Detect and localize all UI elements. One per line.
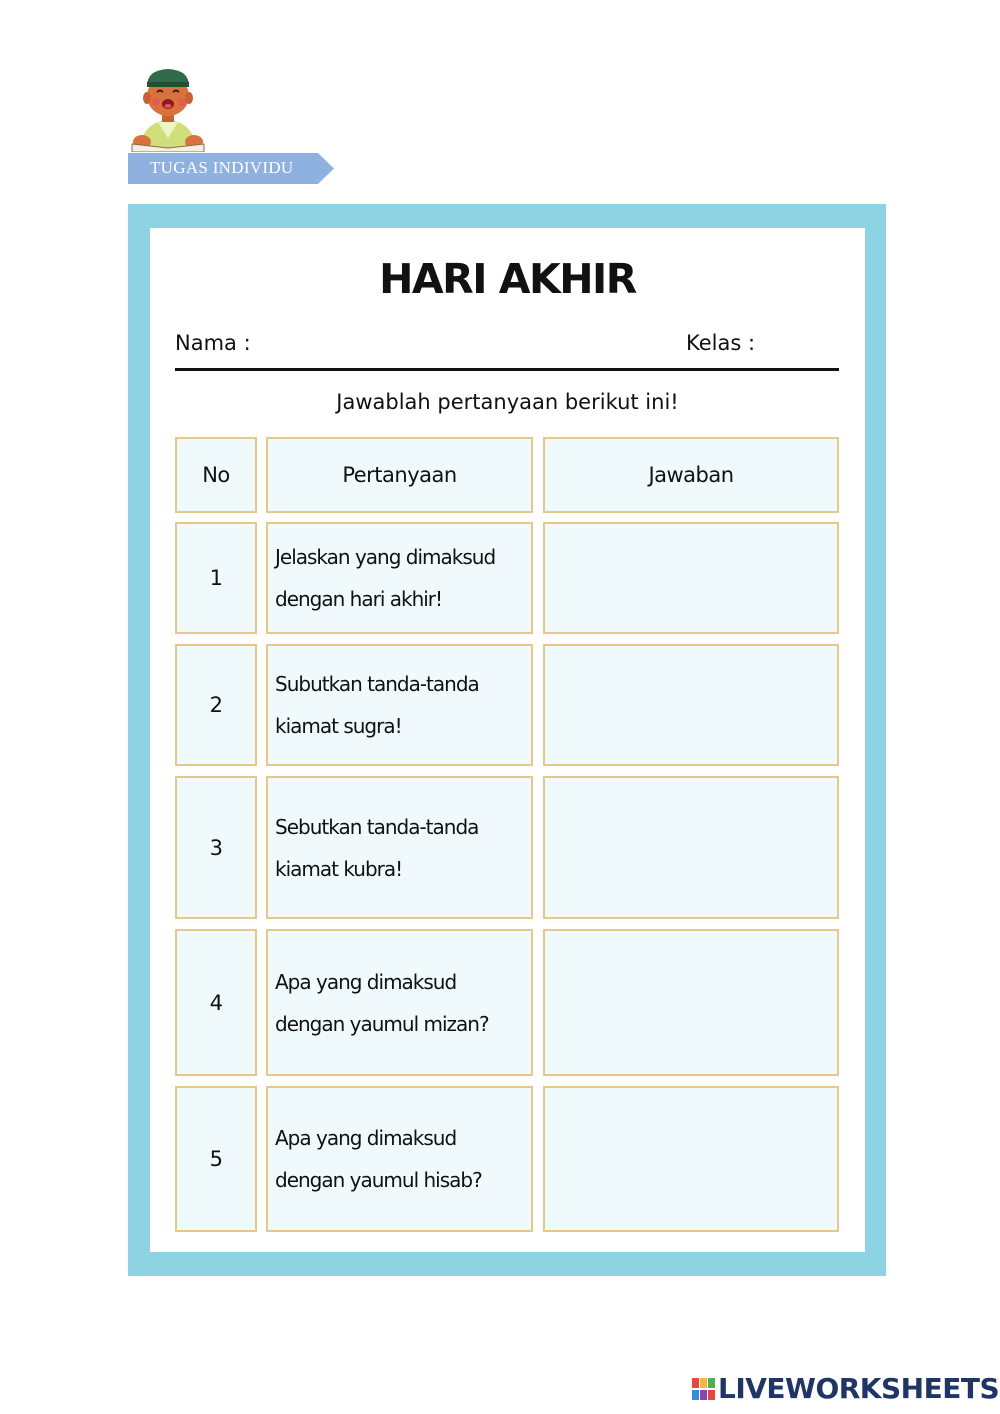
liveworksheets-logo-text[interactable]: LIVEWORKSHEETS: [718, 1372, 1000, 1405]
badge-label: TUGAS INDIVIDU: [150, 158, 294, 177]
boy-reading-illustration: [128, 64, 208, 152]
answer-field[interactable]: [543, 1086, 839, 1232]
question-text: Sebutkan tanda-tanda kiamat kubra!: [266, 776, 533, 919]
question-text: Jelaskan yang dimaksud dengan hari akhir!: [266, 522, 533, 634]
answer-field[interactable]: [543, 929, 839, 1076]
question-text: Apa yang dimaksud dengan yaumul mizan?: [266, 929, 533, 1076]
answer-field[interactable]: [543, 644, 839, 766]
question-text: Apa yang dimaksud dengan yaumul hisab?: [266, 1086, 533, 1232]
class-label: Kelas :: [686, 331, 756, 355]
liveworksheets-logo-icon: [692, 1378, 716, 1400]
table-header-question: Pertanyaan: [266, 437, 533, 513]
table-header-answer: Jawaban: [543, 437, 839, 513]
row-number: 3: [175, 776, 257, 919]
row-number: 4: [175, 929, 257, 1076]
name-class-underline: [175, 368, 839, 371]
row-number: 1: [175, 522, 257, 634]
row-number: 2: [175, 644, 257, 766]
table-header-no: No: [175, 437, 257, 513]
instruction-text: Jawablah pertanyaan berikut ini!: [336, 390, 679, 414]
question-text: Subutkan tanda-tanda kiamat sugra!: [266, 644, 533, 766]
worksheet-title: HARI AKHIR: [379, 255, 636, 303]
answer-field[interactable]: [543, 522, 839, 634]
name-label: Nama :: [175, 331, 251, 355]
row-number: 5: [175, 1086, 257, 1232]
answer-field[interactable]: [543, 776, 839, 919]
